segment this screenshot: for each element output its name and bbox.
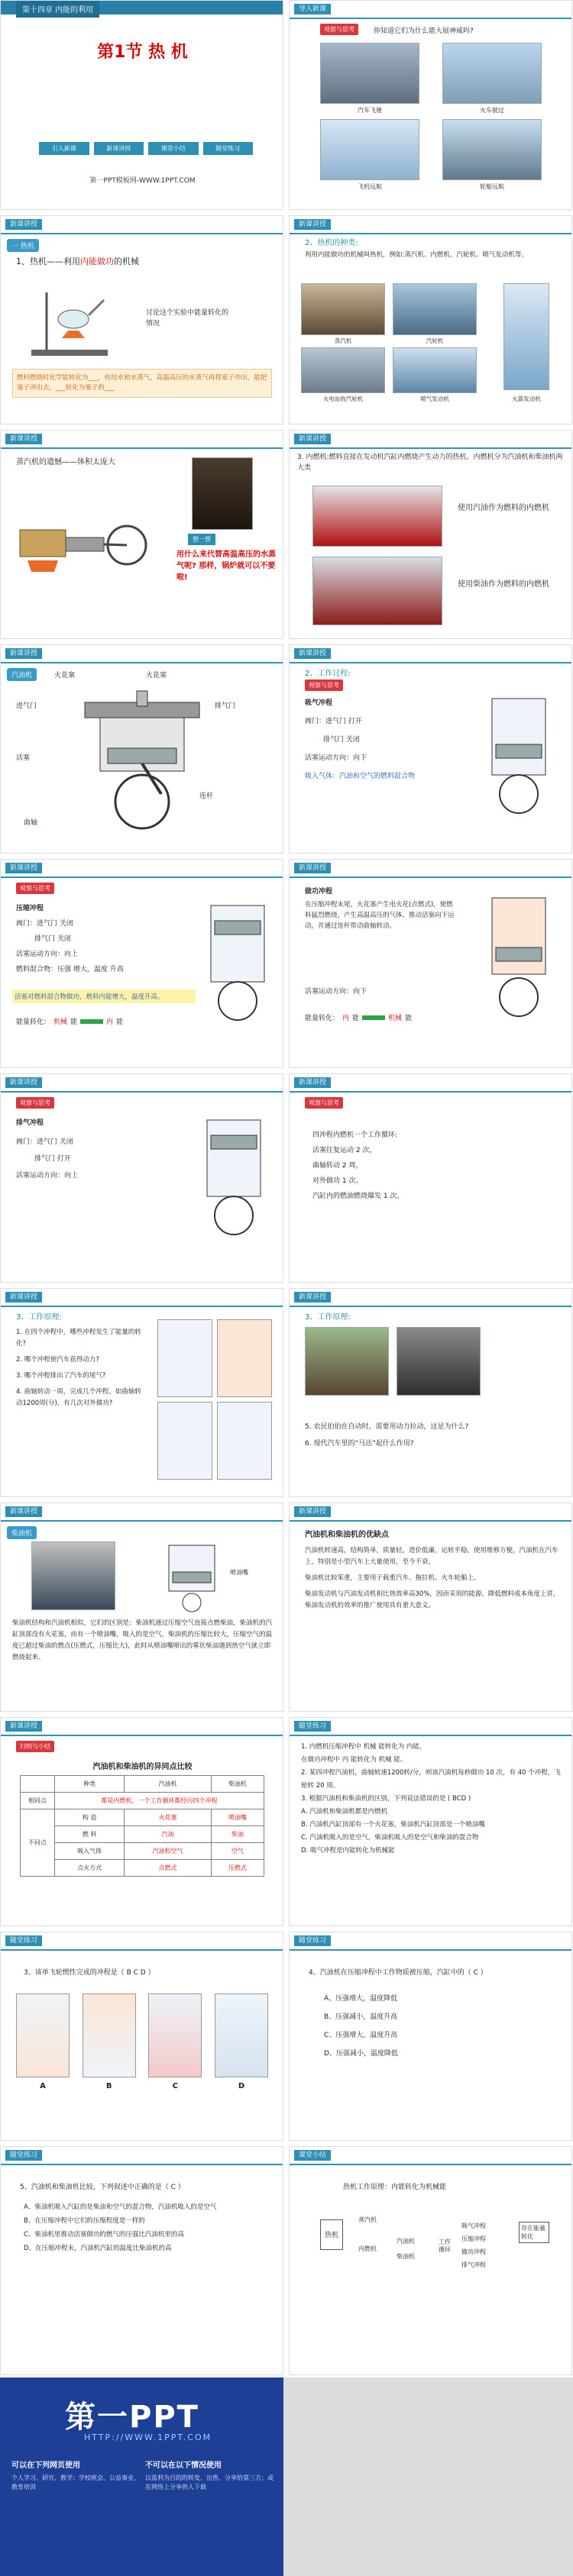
option-b[interactable]: B、在压缩冲程中它们的压缩程度是一样的 xyxy=(24,2217,145,2225)
nav-summary-button[interactable]: 课堂小结 xyxy=(148,142,199,155)
slide-internal-combustion xyxy=(289,430,572,639)
energy-conversion: 能量转化： 内 能 机械 能 xyxy=(305,1015,413,1022)
summary-strokes: 吸气冲程 压缩冲程 做功冲程 排气冲程 xyxy=(461,2223,486,2268)
section-badge: 一 热机 xyxy=(7,239,39,252)
label-piston: 活塞 xyxy=(16,754,31,762)
table-cell: 点火方式 xyxy=(55,1860,125,1877)
option-d[interactable]: D、压强减小，温度降低 xyxy=(324,2050,398,2058)
steam-engine-image xyxy=(301,283,385,335)
slide-steam-engine xyxy=(0,430,283,639)
section-tab: 新课讲授 xyxy=(294,1292,331,1303)
slide-summary xyxy=(289,2146,572,2375)
usage-allowed: 可以在下列网页使用 个人学习、研究、教学；学校班会、公益事业、教育培训 xyxy=(11,2461,140,2490)
stroke-name: 排气冲程 xyxy=(16,1119,44,1127)
section-tab: 新课讲授 xyxy=(294,863,331,873)
stroke-name: 做功冲程 xyxy=(305,888,333,896)
caption-train: 火车驶过 xyxy=(480,107,504,114)
observe-badge: 观察与思考 xyxy=(305,1097,343,1109)
footer-url[interactable]: HTTP://WWW.1PPT.COM xyxy=(84,2432,212,2442)
turbine-image xyxy=(393,283,477,335)
option-c[interactable]: C、压强增大，温度升高 xyxy=(324,2032,398,2039)
plane-image xyxy=(320,119,419,180)
practice-options xyxy=(324,1990,398,2063)
table-cell: 喷油嘴 xyxy=(211,1809,264,1826)
stroke-diagram-1 xyxy=(157,1319,212,1397)
stroke-details: 阀门：进气门 关闭 排气门 关闭 活塞运动方向：向上 燃料混合物：压强 增大，温度 升高 xyxy=(16,920,124,973)
slide-comparison xyxy=(0,1717,283,1926)
section-tab: 新课讲授 xyxy=(5,434,42,444)
think-note: 用什么来代替高温高压的水蒸气呢? 那样，锅炉就可以不要啦! xyxy=(176,550,276,582)
principle-title: 3、工作原理: xyxy=(305,1313,351,1322)
nav-practice-button[interactable]: 随堂练习 xyxy=(203,142,254,155)
principle-title: 3、工作原理: xyxy=(16,1313,62,1322)
label-rod: 连杆 xyxy=(199,792,214,800)
table-header: 汽油机 xyxy=(125,1776,211,1793)
summary-badge: 归纳与小结 xyxy=(16,1741,54,1752)
section-tab: 随堂练习 xyxy=(5,1935,42,1946)
stroke-details: 阀门：进气门 关闭 排气门 打开 活塞运动方向：向上 xyxy=(16,1138,79,1180)
diff-label: 不同点 xyxy=(21,1809,55,1877)
section-tab: 课堂小结 xyxy=(294,2150,331,2161)
observe-badge: 观察与思考 xyxy=(16,1097,54,1109)
stroke-name: 吸气冲程 xyxy=(305,699,333,707)
types-desc: 利用内能做功的机械叫热机，例如:蒸汽机、内燃机、汽轮机、喷气发动机等。 xyxy=(305,251,528,259)
usage-forbidden: 不可以在以下情况使用 以盈利为目的的转发、出售、分享给第三方；或在网络上分享供人下载 xyxy=(145,2461,274,2490)
diesel-badge: 柴油机 xyxy=(7,1526,37,1539)
table-cell: 汽油 xyxy=(125,1826,211,1843)
label-exhaust-valve: 排气门 xyxy=(215,702,236,710)
motorcycle-image xyxy=(312,486,442,547)
table-cell: 柴油 xyxy=(211,1826,264,1843)
section-tab: 新课讲授 xyxy=(5,1077,42,1088)
section-tab: 随堂练习 xyxy=(294,1721,331,1732)
summary-energy: 存在能量转化 xyxy=(519,2222,549,2243)
option-a[interactable]: A、柴油机吸入汽缸的是柴油和空气的混合物，汽油机吸入的是空气 xyxy=(24,2203,217,2211)
option-d[interactable]: D xyxy=(215,1993,268,2090)
practice-options xyxy=(24,2200,268,2255)
slide-gasoline-engine xyxy=(0,644,283,854)
summary-node: 柴油机 xyxy=(397,2253,415,2260)
slide-principle-2 xyxy=(289,1288,572,1497)
injector-label: 喷油嘴 xyxy=(230,1569,248,1576)
caption-power: 火电站的汽轮机 xyxy=(322,395,364,402)
empty-area xyxy=(283,2377,573,2576)
table-cell: 空气 xyxy=(211,1843,264,1860)
footer-ad-panel xyxy=(0,2377,283,2576)
option-c[interactable]: C、柴油机里推动活塞做功的燃气的压强比汽油机里的高 xyxy=(24,2231,184,2239)
comparison-title: 汽油机和柴油机的异同点比较 xyxy=(92,1763,193,1771)
slide-principle-1 xyxy=(0,1288,283,1497)
slide-engine-types xyxy=(289,215,572,424)
section-tab: 新课讲授 xyxy=(294,1077,331,1088)
definition: 1、热机——利用内能做功的机械 xyxy=(16,257,139,266)
slide-pros-cons xyxy=(289,1503,572,1712)
observe-badge: 观察与思考 xyxy=(16,883,54,894)
observe-badge: 观察与思考 xyxy=(320,24,358,35)
lesson-title: 第1节 热 机 xyxy=(97,43,188,62)
jet-image xyxy=(393,347,477,393)
slide-intro xyxy=(289,0,572,210)
caption-car: 汽车飞驰 xyxy=(358,107,382,114)
summary-root: 热机 xyxy=(320,2219,343,2250)
table-cell: 汽油和空气 xyxy=(125,1843,211,1860)
exhaust-diagram xyxy=(192,1112,276,1242)
section-tab: 新课讲授 xyxy=(294,1506,331,1517)
stroke-details: 阀门：进气门 打开 排气门 关闭 活塞运动方向：向下 吸入气体：汽油和空气的燃料混合物 xyxy=(305,718,416,780)
energy-conversion: 能量转化： 机械 能 内 能 xyxy=(16,1018,124,1026)
chapter-title: 第十四章 内能的利用 xyxy=(16,1,99,18)
section-tab: 新课讲授 xyxy=(294,648,331,659)
section-tab: 新课讲授 xyxy=(294,434,331,444)
summary-node: 内燃机 xyxy=(358,2245,377,2252)
stroke-diagram-4 xyxy=(217,1402,272,1480)
stroke-diagrams xyxy=(157,1319,272,1480)
option-d[interactable]: D、在压缩冲程末，汽油机汽缸的温度比柴油机的高 xyxy=(24,2245,172,2252)
table-cell: 燃 料 xyxy=(55,1826,125,1843)
compression-note: 活塞对燃料混合物做功，燃料内能增大，温度升高。 xyxy=(12,989,196,1003)
cover-nav xyxy=(39,142,253,155)
caption-ship: 轮船远航 xyxy=(480,183,504,190)
practice-question: 5、汽油机和柴油机比较，下列叙述中正确的是（ C ） xyxy=(20,2184,185,2191)
option-a[interactable]: A、压强增大，温度降低 xyxy=(324,1995,398,2003)
slide-compression-stroke xyxy=(0,859,283,1068)
section-tab: 随堂练习 xyxy=(294,1935,331,1946)
rocket-image xyxy=(503,283,549,390)
slide-practice-2 xyxy=(0,1932,283,2141)
table-cell: 压燃式 xyxy=(211,1860,264,1877)
section-tab: 随堂练习 xyxy=(5,2150,42,2161)
types-title: 2、热机的种类: xyxy=(305,239,358,247)
think-label: 想一想 xyxy=(188,534,215,545)
section-tab: 新课讲授 xyxy=(5,1721,42,1732)
summary-node: 汽油机 xyxy=(397,2238,415,2245)
gasoline-note: 使用汽油作为燃料的内燃机 xyxy=(458,504,549,512)
slide-heat-engine xyxy=(0,215,283,424)
truck-image xyxy=(312,557,442,625)
caption-plane: 飞机远航 xyxy=(358,183,382,190)
caption-rocket: 火箭发动机 xyxy=(512,395,541,402)
label-crank: 曲轴 xyxy=(24,819,38,827)
pros-cons-text: 汽油机转速高，结构简单，质量轻，造价低廉，运转平稳，使用维修方便，汽油机在汽车上，特别是小型汽车上大量使用，至今不衰。 柴油机比较笨重，主要用于载重汽车、拖拉机、火车轮船上。 柴油发动机与汽油发动机相比热效率高30%，因而采用的能源、降低燃料成本角度上讲，柴油发动机的效率的推广使用具有重大意义。 xyxy=(305,1547,560,1609)
compression-diagram xyxy=(199,898,276,1028)
slide-practice-3 xyxy=(289,1932,572,2141)
steam-title: 蒸汽机的遗憾——体积太庞大 xyxy=(16,458,115,466)
process-title: 2、工作过程: xyxy=(305,670,351,678)
pros-cons-title: 汽油机和柴油机的优缺点 xyxy=(305,1531,389,1539)
diesel-desc: 柴油机结构和汽油机相似，它们的区别是：柴油机通过压缩空气直接点燃柴油，柴油机的汽缸顶部没有火花塞，而有一个喷油嘴，吸入的是空气，柴油机的压缩比较大，压缩空气的温度已超过柴油的燃点(压燃式，压缩比大)，此时从喷油嘴喷出的雾状柴油遇到热空气就立即燃烧起来。 xyxy=(12,1619,273,1661)
cycle-details: 四冲程内燃机一个工作循环: 活塞往复运动 2 次， 曲轴转动 2 周， 对外做功 1 次。 汽缸内的燃油燃烧爆发 1 次。 xyxy=(312,1131,404,1200)
slide-practice-1 xyxy=(289,1717,572,1926)
tractor-image xyxy=(305,1327,389,1396)
option-c[interactable]: C xyxy=(148,1993,202,2090)
caption-steam: 蒸汽机 xyxy=(334,337,352,344)
summary-node: 蒸汽机 xyxy=(358,2216,377,2223)
practice-question: 4、汽油机在压缩冲程中工作物质被压缩，汽缸中的（ C ） xyxy=(309,1969,487,1977)
slide-practice-4 xyxy=(0,2146,283,2375)
section-tab: 导入新课 xyxy=(294,4,331,15)
power-station-image xyxy=(301,347,385,393)
diesel-engine-image xyxy=(31,1541,115,1610)
slide-diesel-engine xyxy=(0,1503,283,1712)
table-header: 种类 xyxy=(55,1776,125,1793)
stroke-diagram-3 xyxy=(157,1402,212,1480)
watt-portrait xyxy=(192,457,253,530)
option-a[interactable]: A xyxy=(16,1993,70,2090)
train-image xyxy=(442,43,542,104)
steam-experiment-diagram xyxy=(24,277,115,361)
caption-turbine: 汽轮机 xyxy=(426,337,444,344)
same-label: 相同点 xyxy=(21,1793,55,1809)
footer-logo: 第一PPT xyxy=(65,2400,199,2435)
gasoline-badge: 汽油机 xyxy=(7,668,37,681)
summary-top: 热机工作原理：内能转化为机械能 xyxy=(343,2184,447,2191)
site-label: 第一PPT模板网-WWW.1PPT.COM xyxy=(89,177,196,185)
same-value: 都是内燃机，一个工作循环都经历四个冲程 xyxy=(55,1793,264,1809)
nav-lesson-button[interactable]: 新课讲授 xyxy=(94,142,144,155)
label-intake-valve: 进气门 xyxy=(16,702,37,710)
table-cell: 火花塞 xyxy=(125,1809,211,1826)
ship-image xyxy=(442,119,542,180)
principle-questions: 1. 在四个冲程中，哪些冲程发生了能量的转化? 2. 哪个冲程使汽车获得动力? 3. 哪个冲程排出了汽车的尾气? 4. 曲轴转动一周，完成几个冲程。如曲轴转动1200周(分)，有几次对外做功? xyxy=(16,1328,141,1407)
summary-node: 工作循环 xyxy=(439,2239,451,2253)
option-b[interactable]: B xyxy=(83,1993,136,2090)
steam-engine-diagram xyxy=(12,499,150,583)
nav-intro-button[interactable]: 引入新课 xyxy=(39,142,89,155)
power-desc: 在压缩冲程末尾，火花塞产生电火花(点燃式)，使燃料猛烈燃烧，产生高温高压的气体，推动活塞向下运动，并通过连杆带动曲轴转动。 xyxy=(305,901,455,930)
section-tab: 新课讲授 xyxy=(5,863,42,873)
comparison-table xyxy=(20,1775,264,1877)
intro-question: 你知道它们为什么能大展神威吗? xyxy=(374,27,474,35)
energy-conversion-box: 燃料燃烧时化学能转化为___，传给水和水蒸气，高温高压的水蒸气再将塞子冲出，能把塞子冲出去，___转化为塞子的___ xyxy=(12,369,272,398)
stroke-diagram-2 xyxy=(217,1319,272,1397)
table-cell: 构 造 xyxy=(55,1809,125,1826)
practice-questions: 1. 内燃机压缩冲程中 机械 能转化为 内能， 在做功冲程中 内 能转化为 机械 能。 2. 某四冲程汽油机，曲轴转速1200转/分，则该汽油机每秒做功 10 次，有 40 个冲程，飞轮转 20 周。 3. 根据汽油机和柴油机的区别，下列说法错误的是 ( BCD ) A. 汽油机和柴油机都是内燃机 B. 汽油机汽缸顶部有一个火花塞，柴油机汽缸顶部是一个喷油嘴 C. 汽油机吸入的是空气，柴油机吸入的是空气和柴油的混合物 D. 吸气冲程是内能转化为机械能 xyxy=(301,1743,561,1855)
discuss-text: 讨论这个实验中能量转化的情况 xyxy=(146,309,229,328)
observe-badge: 观察与思考 xyxy=(305,680,343,691)
section-tab: 新课讲授 xyxy=(5,1506,42,1517)
section-tab: 新课讲授 xyxy=(5,648,42,659)
stroke-name: 压缩冲程 xyxy=(16,905,44,912)
slide-power-stroke xyxy=(289,859,572,1068)
car-image xyxy=(320,43,419,104)
option-b[interactable]: B、压强减小，温度升高 xyxy=(324,2013,398,2021)
slide-intake-stroke xyxy=(289,644,572,854)
cover-slide xyxy=(0,0,283,210)
section-tab: 新课讲授 xyxy=(5,219,42,230)
practice-question: 3、该单飞轮惯性完成的冲程是（ B C D ） xyxy=(24,1969,155,1977)
diesel-note: 使用柴油作为燃料的内燃机 xyxy=(458,580,549,589)
option-diagrams xyxy=(16,1993,268,2090)
table-cell: 点燃式 xyxy=(125,1860,211,1877)
section-tab: 新课讲授 xyxy=(294,219,331,230)
slide-exhaust-stroke xyxy=(0,1073,283,1283)
section-tab: 新课讲授 xyxy=(5,1292,42,1303)
label-spark-plug-1: 火花塞 xyxy=(54,672,76,680)
gasoline-engine-diagram xyxy=(47,680,238,832)
piston-dir: 活塞运动方向：向下 xyxy=(305,988,367,996)
power-diagram xyxy=(477,890,561,1028)
table-cell: 吸入气体 xyxy=(55,1843,125,1860)
diesel-diagram xyxy=(154,1538,230,1614)
label-spark-plug-2: 火花塞 xyxy=(146,672,167,680)
slide-work-cycle xyxy=(289,1073,572,1283)
table-header: 柴油机 xyxy=(211,1776,264,1793)
engine-image xyxy=(397,1327,481,1396)
principle-questions: 5. 农民伯伯在自动时，需要用动力拉动，这是为什么? 6. 现代汽车里的“马达”起什么作用? xyxy=(305,1423,469,1448)
ice-definition: 3. 内燃机:燃料直接在发动机汽缸内燃烧产生动力的热机。内燃机分为汽油机和柴油机两大类 xyxy=(297,454,563,472)
intake-diagram xyxy=(477,691,561,821)
caption-jet: 喷气发动机 xyxy=(420,395,449,402)
